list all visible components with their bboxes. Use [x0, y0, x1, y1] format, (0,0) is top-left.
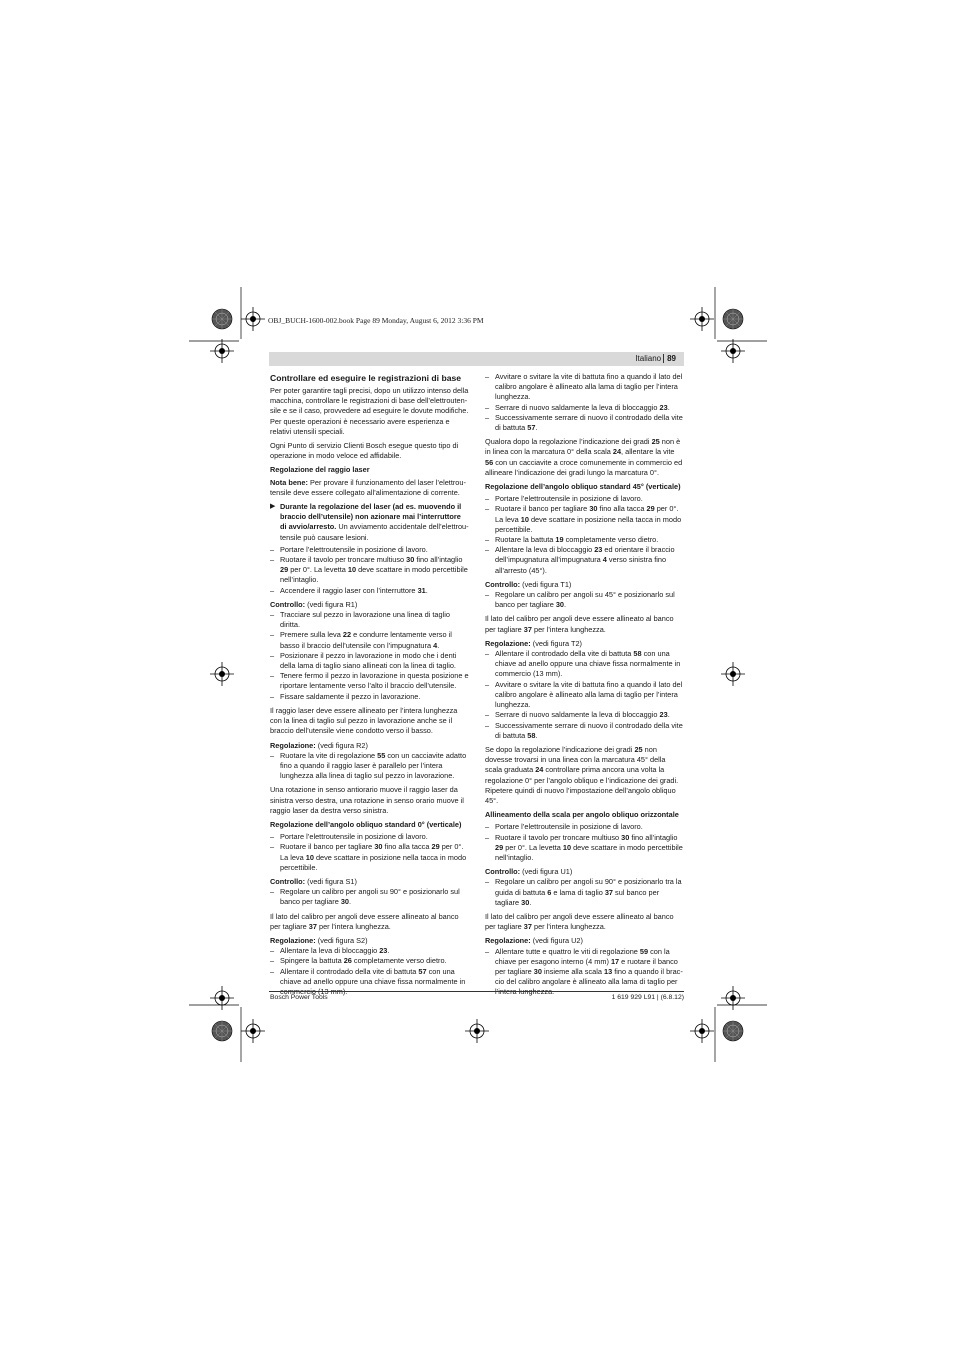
list-item: – Avvitare o svitare la vite di battuta fino a quando il lato del calibro angolare è allineato alla lama di taglio per l’intera lunghezza. — [485, 680, 684, 711]
list-item: – Avvitare o svitare la vite di battuta fino a quando il lato del calibro angolare è allineato alla lama di taglio per l’intera lunghezza. — [485, 372, 684, 403]
list-item: – Tenere fermo il pezzo in lavorazione in questa posizione e riportare lentamente verso l’alto il braccio dell’utensile. — [270, 671, 469, 691]
list-item: – Allentare la leva di bloccaggio 23. — [270, 946, 469, 956]
list-item: – Regolare un calibro per angoli su 90° e posizionarlo sul banco per tagliare 30. — [270, 887, 469, 907]
warning-text: Un avviamento accidentale dell’elettroutensile può causare lesioni. — [280, 522, 469, 542]
t2-steps — [485, 649, 684, 741]
list-item: – Allentare tutte e quattro le viti di regolazione 59 con la chiave per esagono interno (4 mm) 17 e ruotare il banco per tagliare 30 insieme alla scala 13 fino a quando il braccio del calibro angolare è allineato alla lama di taglio per l’intera lunghezza. — [485, 947, 684, 998]
page-number: 89 — [663, 354, 676, 363]
list-item: – Ruotare il banco per tagliare 30 fino alla tacca 29 per 0°. La leva 10 deve scattare in posizione nella tacca in modo percettibile. — [485, 504, 684, 535]
adjust-label-r2: Regolazione: (vedi figura R2) — [270, 740, 368, 750]
list-item: – Portare l’elettroutensile in posizione di lavoro. — [485, 494, 684, 504]
list-item: – Serrare di nuovo saldamente la leva di bloccaggio 23. — [485, 403, 684, 413]
laser-alignment-paragraph: Il raggio laser deve essere allineato per l’intera lunghezza con la linea di taglio sul pezzo in lavorazione anche se il braccio dell’utensile viene condotto verso il basso. — [270, 705, 458, 736]
adjust-steps — [270, 751, 469, 782]
horizontal-steps — [485, 822, 684, 863]
note-paragraph — [270, 478, 469, 498]
check-label-u1: Controllo: (vedi figura U1) — [485, 867, 573, 877]
heading-0-degree: Regolazione dell’angolo obliquo standard 0° (verticale) — [270, 819, 462, 829]
left-column — [270, 372, 469, 1001]
service-paragraph: Ogni Punto di servizio Clienti Bosch esegue questo tipo di operazione in modo veloce ed affidabile. — [270, 441, 459, 461]
rotation-paragraph: Una rotazione in senso antiorario muove il raggio laser da sinistra verso destra, una rotazione in senso orario muove il raggio laser da destra verso sinistra. — [270, 785, 464, 815]
list-item: – Serrare di nuovo saldamente la leva di bloccaggio 23. — [485, 710, 684, 720]
list-item: – Allentare la leva di bloccaggio 23 ed orientare il braccio dell’impugnatura all’impugnatura 4 verso sinistra fino all’arresto (45°). — [485, 545, 684, 576]
check-steps — [270, 610, 469, 702]
warning-item — [270, 502, 469, 543]
t1-steps — [485, 590, 684, 610]
note-label: Nota bene: — [270, 477, 308, 487]
u2-steps — [485, 947, 684, 998]
list-item: – Premere sulla leva 22 e condurre lentamente verso il basso il braccio dell’utensile con l’impugnatura 4. — [270, 630, 469, 650]
s2-continued-steps — [485, 372, 684, 433]
forty-five-steps — [485, 494, 684, 576]
zero-degree-steps — [270, 832, 469, 873]
list-item: – Regolare un calibro per angoli su 90° e posizionarlo tra la guida di battuta 6 e lama di taglio 37 sul banco per tagliare 30. — [485, 877, 684, 908]
u1-steps — [485, 877, 684, 908]
laser-heading: Regolazione del raggio laser — [270, 465, 370, 475]
list-item: – Ruotare la battuta 19 completamente verso dietro. — [485, 535, 684, 545]
list-item: – Portare l’elettroutensile in posizione di lavoro. — [270, 832, 469, 842]
list-item: – Ruotare la vite di regolazione 55 con un cacciavite adatto fino a quando il raggio laser è parallelo per l’intera lunghezza alla linea di taglio sul pezzo in lavorazione. — [270, 751, 469, 782]
degree-indicator-paragraph: Qualora dopo la regolazione l’indicazione dei gradi 25 non è in linea con la marcatura 0° della scala 24, allentare la vite 56 con un cacciavite a croce comunemente in commercio ed allineare l’indicazione dei gradi lungo la marcatura 0°. — [485, 437, 683, 477]
triangle-bullet-icon: ▶ — [270, 503, 276, 511]
check-label-s1: Controllo: (vedi figura S1) — [270, 876, 357, 886]
list-item: – Successivamente serrare di nuovo il controdado della vite di battuta 57. — [485, 413, 684, 433]
list-item: – Ruotare il banco per tagliare 30 fino alla tacca 29 per 0°. La leva 10 deve scattare in posizione nella tacca in modo percettibile. — [270, 842, 469, 873]
list-item: – Posizionare il pezzo in lavorazione in modo che i denti della lama di taglio siano allineati con la linea di taglio. — [270, 651, 469, 671]
heading-45-degree: Regolazione dell’angolo obliquo standard 45° (verticale) — [485, 482, 681, 492]
list-item: – Portare l’elettroutensile in posizione di lavoro. — [485, 822, 684, 832]
list-item: – Spingere la battuta 26 completamente verso dietro. — [270, 956, 469, 966]
calibro-paragraph-u1: Il lato del calibro per angoli deve essere allineato al banco per tagliare 37 per l’intera lunghezza. — [485, 911, 674, 932]
laser-steps — [270, 545, 469, 596]
list-item: – Portare l’elettroutensile in posizione di lavoro. — [270, 545, 469, 555]
list-item: – Accendere il raggio laser con l’interruttore 31. — [270, 586, 469, 596]
list-item: – Regolare un calibro per angoli su 45° e posizionarlo sul banco per tagliare 30. — [485, 590, 684, 610]
check-label-t1: Controllo: (vedi figura T1) — [485, 579, 572, 589]
note-text: Per provare il funzionamento del laser l’elettroutensile deve essere collegato all’alimentazione di corrente. — [270, 477, 466, 497]
check-label-r1: Controllo: (vedi figura R1) — [270, 599, 358, 609]
intro-paragraph: Per poter garantire tagli precisi, dopo un utilizzo intenso della macchina, controllare le registrazioni di base dell’elettroutensile e se il caso, provvedere ad eseguire le dovute modifiche. Per queste operazioni è necessario avere esperienza e relativi utensili speciali. — [270, 386, 469, 436]
file-info: OBJ_BUCH-1600-002.book Page 89 Monday, August 6, 2012 3:36 PM — [268, 316, 484, 325]
list-item: – Successivamente serrare di nuovo il controdado della vite di battuta 58. — [485, 721, 684, 741]
header-language: Italiano — [635, 354, 662, 363]
heading-horizontal-scale: Allineamento della scala per angolo obliquo orizzontale — [485, 810, 679, 820]
s2-steps — [270, 946, 469, 997]
s1-steps — [270, 887, 469, 907]
list-item: – Allentare il controdado della vite di battuta 58 con una chiave ad anello oppure una chiave fissa normalmente in commercio (13 mm). — [485, 649, 684, 680]
list-item: – Allentare il controdado della vite di battuta 57 con una chiave ad anello oppure una chiave fissa normalmente in commercio (13 mm). — [270, 967, 469, 998]
footer-doc-code: 1 619 929 L91 | (6.8.12) — [611, 994, 684, 1001]
calibro-paragraph-t1: Il lato del calibro per angoli deve essere allineato al banco per tagliare 37 per l’intera lunghezza. — [485, 614, 674, 634]
list-item: – Fissare saldamente il pezzo in lavorazione. — [270, 692, 469, 702]
header-text — [635, 354, 676, 364]
list-item: – Tracciare sul pezzo in lavorazione una linea di taglio diritta. — [270, 610, 469, 630]
list-item: – Ruotare il tavolo per troncare multiuso 30 fino all’intaglio 29 per 0°. La levetta 10 deve scattare in modo percettibile nell’intaglio. — [270, 555, 469, 586]
adjust-label-t2: Regolazione: (vedi figura T2) — [485, 638, 582, 648]
right-column — [485, 372, 684, 1002]
forty-five-indicator-paragraph: Se dopo la regolazione l’indicazione dei gradi 25 non dovesse trovarsi in una linea con la marcatura 45° della scala graduata 24 controllare prima ancora una volta la regolazione 0° per l’angolo obliquo e l’indicazione dei gradi. Ripetere quindi di nuovo l’impostazione dell’angolo obliquo 45°. — [485, 744, 679, 805]
footer-brand: Bosch Power Tools — [270, 994, 328, 1001]
page-header — [269, 352, 684, 366]
footer-rule — [269, 991, 684, 992]
adjust-label-u2: Regolazione: (vedi figura U2) — [485, 936, 583, 946]
adjust-label-s2: Regolazione: (vedi figura S2) — [270, 935, 368, 945]
list-item: – Ruotare il tavolo per troncare multiuso 30 fino all’intaglio 29 per 0°. La levetta 10 deve scattare in modo percettibile nell’intaglio. — [485, 833, 684, 864]
calibro-paragraph: Il lato del calibro per angoli deve essere allineato al banco per tagliare 37 per l’intera lunghezza. — [270, 911, 459, 931]
warning-bold: Durante la regolazione del laser (ad es. muovendo il braccio dell’utensile) non azionare mai l’interruttore di avvio/arresto. — [280, 502, 462, 532]
section-title: Controllare ed eseguire le registrazioni di base — [270, 373, 462, 383]
